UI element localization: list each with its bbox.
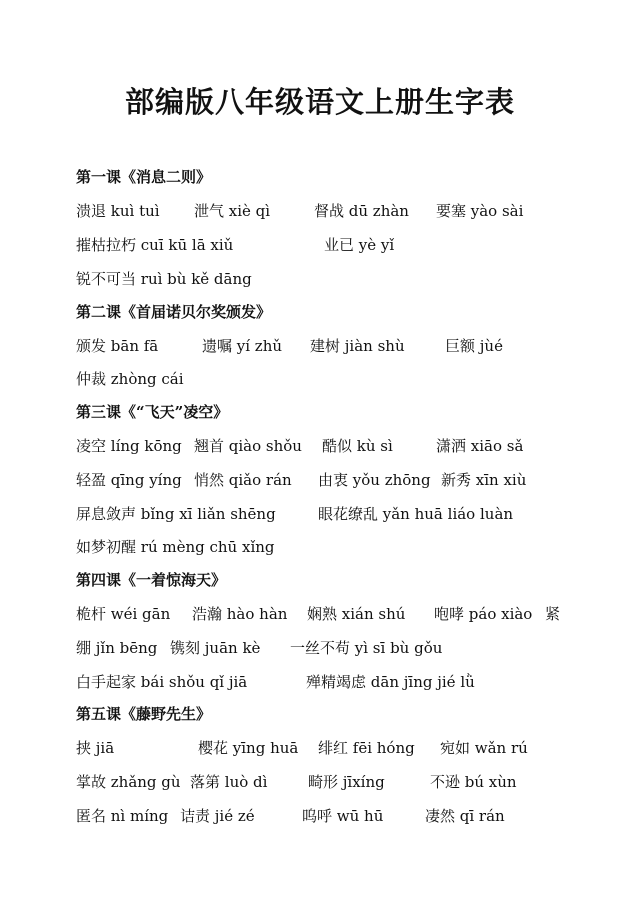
vocab-entry: 镌刻 juān kè [170,639,261,657]
vocab-entry: 绷 jǐn bēng [76,639,158,657]
vocab-entry: 悄然 qiǎo rán [194,471,292,489]
vocab-entry: 新秀 xīn xiù [441,471,527,489]
vocab-entry: 绯红 fēi hóng [318,739,415,757]
lesson-2-heading: 第二课《首届诺贝尔奖颁发》 [76,303,272,321]
vocab-entry: 挟 jiā [76,739,115,757]
vocab-entry: 督战 dū zhàn [314,202,409,220]
lesson-5-heading: 第五课《藤野先生》 [76,705,212,723]
vocab-entry: 宛如 wǎn rú [440,739,528,757]
vocab-entry: 遗嘱 yí zhǔ [202,337,283,355]
vocab-entry: 轻盈 qīng yíng [76,471,182,489]
vocab-entry: 溃退 kuì tuì [76,202,160,220]
vocab-entry: 翘首 qiào shǒu [194,437,302,455]
vocab-entry: 娴熟 xián shú [307,605,406,623]
vocab-entry: 一丝不苟 yì sī bù gǒu [290,639,443,657]
lesson-1-heading: 第一课《消息二则》 [76,168,212,186]
vocab-entry: 匿名 nì míng [76,807,169,825]
vocab-entry: 呜呼 wū hū [302,807,384,825]
vocab-entry: 桅杆 wéi gān [76,605,171,623]
vocab-entry: 建树 jiàn shù [310,337,405,355]
vocab-entry: 樱花 yīng huā [198,739,299,757]
vocab-entry: 由衷 yǒu zhōng [318,471,431,489]
vocab-entry: 巨额 jùé [445,337,503,355]
vocab-entry: 业已 yè yǐ [324,236,395,254]
vocab-entry: 不逊 bú xùn [430,773,517,791]
vocab-entry: 仲裁 zhòng cái [76,370,184,388]
vocab-entry: 畸形 jīxíng [308,773,385,791]
vocab-entry: 凌空 líng kōng [76,437,182,455]
lesson-3-heading: 第三课《“飞天”凌空》 [76,403,229,421]
vocab-entry: 如梦初醒 rú mèng chū xǐng [76,538,275,556]
vocab-entry: 紧 [545,605,561,623]
vocab-entry: 殚精竭虑 dān jīng jié lǜ [306,673,475,691]
vocab-entry: 落第 luò dì [190,773,268,791]
vocab-entry: 摧枯拉朽 cuī kū lā xiǔ [76,236,234,254]
vocab-entry: 要塞 yào sài [436,202,524,220]
vocab-entry: 掌故 zhǎng gù [76,773,181,791]
vocab-entry: 白手起家 bái shǒu qǐ jiā [76,673,248,691]
vocab-entry: 屏息敛声 bǐng xī liǎn shēng [76,505,276,523]
page-title: 部编版八年级语文上册生字表 [124,85,515,119]
vocab-entry: 潇洒 xiāo sǎ [436,437,524,455]
vocab-entry: 酷似 kù sì [322,437,393,455]
vocab-entry: 凄然 qī rán [425,807,505,825]
vocab-entry: 泄气 xiè qì [194,202,271,220]
vocab-entry: 颁发 bān fā [76,337,159,355]
vocab-entry: 浩瀚 hào hàn [192,605,288,623]
vocab-entry: 咆哮 páo xiào [434,605,533,623]
vocab-entry: 锐不可当 ruì bù kě dāng [76,270,252,288]
vocab-entry: 诘责 jié zé [180,807,255,825]
lesson-4-heading: 第四课《一着惊海天》 [76,571,227,589]
vocab-entry: 眼花缭乱 yǎn huā liáo luàn [318,505,514,523]
